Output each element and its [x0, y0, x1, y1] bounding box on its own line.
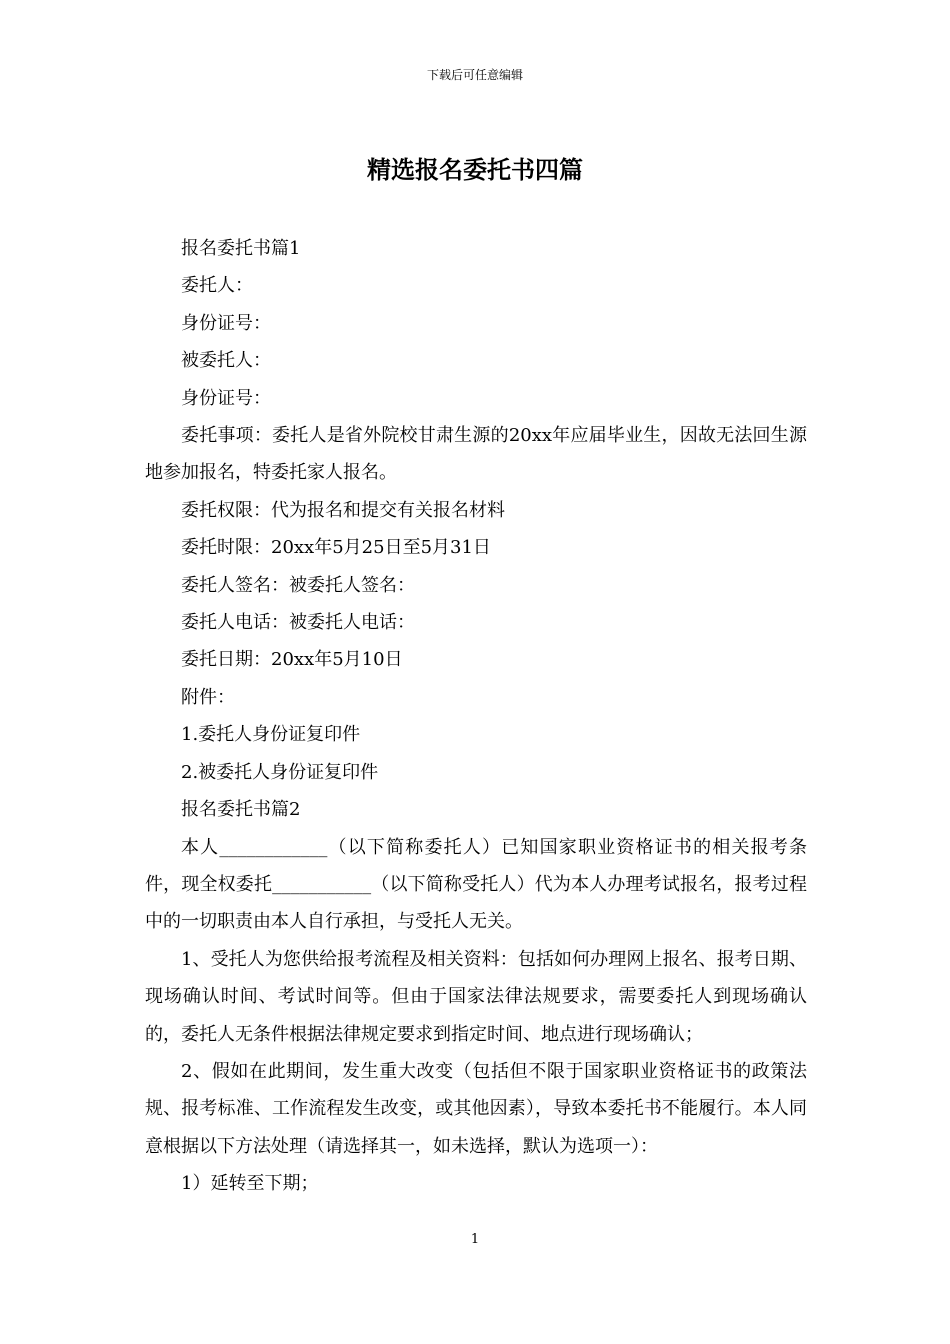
section-heading: 报名委托书篇2 [181, 799, 301, 821]
document-title: 精选报名委托书四篇 [367, 155, 583, 184]
paragraph: 委托人： [181, 275, 253, 297]
paragraph: 委托权限：代为报名和提交有关报名材料 [181, 499, 505, 521]
section-heading: 报名委托书篇1 [181, 238, 301, 259]
paragraph: 1、受托人为您供给报考流程及相关资料：包括如何办理网上报名、报考日期、现场确认时间、考试时间等。但由于国家法律法规要求，需要委托人到现场确认的，委托人无条件根据法律规定要求到指定时间、地点进行现场确认； [145, 948, 807, 1045]
header-note: 下载后可任意编辑 [426, 68, 523, 82]
paragraph: 本人____________（以下简称委托人）已知国家职业资格证书的相关报考条件，现全权委托___________（以下简称受托人）代为本人办理考试报名，报考过程中的一切职责由本人自行承担，与受托人无关。 [145, 836, 807, 933]
paragraph: 身份证号： [181, 312, 271, 334]
paragraph: 被委托人： [181, 350, 271, 372]
paragraph: 委托事项：委托人是省外院校甘肃生源的20xx年应届毕业生，因故无法回生源地参加报名，特委托家人报名。 [145, 425, 807, 484]
list-item: 1）延转至下期； [181, 1173, 319, 1195]
paragraph: 身份证号： [181, 387, 271, 409]
paragraph: 委托日期：20xx年5月10日 [181, 649, 403, 671]
paragraph: 附件： [181, 686, 235, 708]
paragraph: 委托时限：20xx年5月25日至5月31日 [181, 537, 491, 559]
paragraph: 委托人签名：被委托人签名： [181, 574, 415, 596]
list-item: 1.委托人身份证复印件 [181, 724, 361, 746]
paragraph: 委托人电话：被委托人电话： [181, 612, 415, 634]
page-number: 1 [470, 1232, 480, 1247]
paragraph: 2、假如在此期间，发生重大改变（包括但不限于国家职业资格证书的政策法规、报考标准、工作流程发生改变，或其他因素），导致本委托书不能履行。本人同意根据以下方法处理（请选择其一，如未选择，默认为选项一）： [145, 1060, 807, 1157]
document-body [145, 230, 807, 1203]
list-item: 2.被委托人身份证复印件 [181, 761, 379, 783]
